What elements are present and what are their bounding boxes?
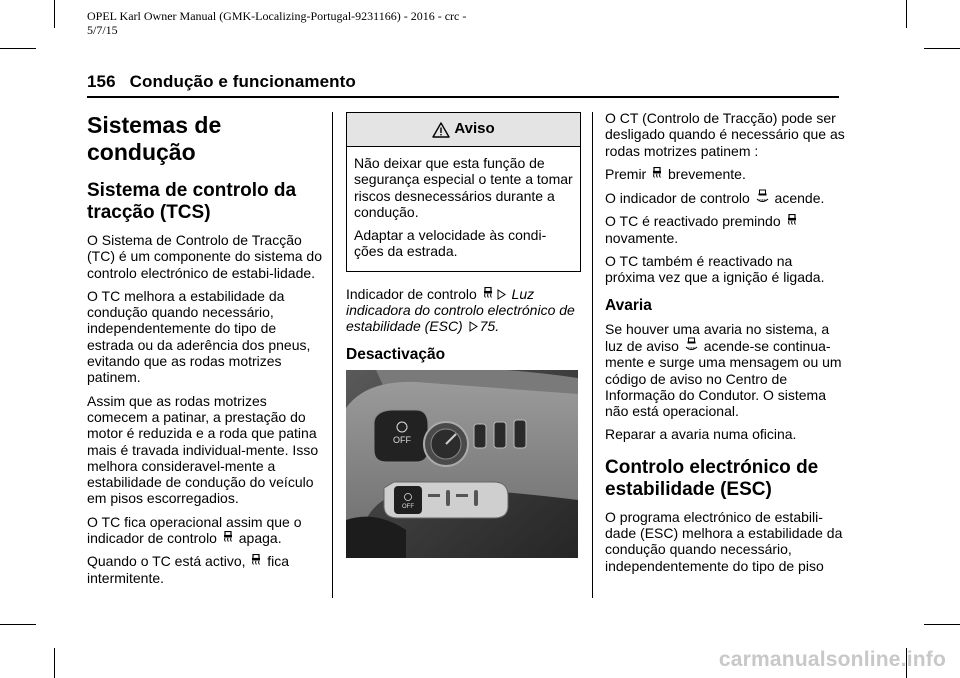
warning-triangle-icon xyxy=(432,122,450,138)
traction-control-icon xyxy=(652,167,662,180)
print-header-line-2: 5/7/15 xyxy=(87,23,118,37)
print-header-line-1: OPEL Karl Owner Manual (GMK-Localizing-Portugal-9231166) - 2016 - crc - xyxy=(87,9,467,23)
page-reference-arrow-icon xyxy=(469,321,478,332)
esc-heading: Controlo electrónico de estabilidade (ESC) xyxy=(605,456,819,500)
tc-off-button-photo xyxy=(346,370,578,558)
paragraph: O TC melhora a estabilidade da condução quando necessário, independentemente do tipo de estrada ou da aderência dos pneus, evitando que as rodas motrizes patinem. xyxy=(87,287,311,386)
column-divider xyxy=(592,112,593,598)
warning-title: Aviso xyxy=(347,113,580,147)
chapter-heading: Sistemas de condução xyxy=(87,112,222,165)
column-divider xyxy=(332,112,333,598)
paragraph: O TC fica operacional assim que o indicador de controlo apaga. xyxy=(87,513,302,547)
paragraph: Se houver uma avaria no sistema, a luz de aviso OFF acende-se continua-mente e surge uma mensagem ou um código de aviso no Centro de Informação do Condutor. O sistema não está operacional. xyxy=(605,320,842,420)
print-header xyxy=(87,9,607,37)
paragraph: O Sistema de Controlo de Tracção (TC) é um componente do sistema do controlo electrónico de estabi-lidade. xyxy=(87,232,322,281)
paragraph: O TC é reactivado premindo novamente. xyxy=(605,213,845,246)
crop-mark xyxy=(0,48,36,49)
warning-box xyxy=(346,112,581,272)
crop-mark xyxy=(924,624,960,625)
warning-text: Não deixar que esta função de segurança especial o tente a tomar riscos desnecessários durante a condução. xyxy=(354,155,573,220)
watermark: carmanualsonline.info xyxy=(718,648,946,671)
paragraph: Quando o TC está activo, fica intermitente. xyxy=(87,553,290,586)
svg-text:OFF: OFF xyxy=(758,198,766,203)
page-number: 156 xyxy=(87,72,116,91)
paragraph: O indicador de controlo OFF acende. xyxy=(605,190,825,207)
running-head xyxy=(87,72,356,92)
warning-text: Adaptar a velocidade às condi-ções da estrada. xyxy=(354,227,547,260)
avaria-heading: Avaria xyxy=(605,296,652,314)
crop-mark xyxy=(0,624,36,625)
crop-mark xyxy=(924,48,960,49)
page-reference-arrow-icon xyxy=(497,289,506,300)
traction-control-icon xyxy=(251,554,261,567)
column-1 xyxy=(87,112,322,593)
paragraph: Reparar a avaria numa oficina. xyxy=(605,426,797,443)
traction-control-icon xyxy=(483,287,493,300)
crop-mark xyxy=(54,0,55,28)
column-2 xyxy=(346,112,581,558)
svg-text:OFF: OFF xyxy=(687,346,695,351)
section-title: Condução e funcionamento xyxy=(129,72,356,91)
paragraph: Premir brevemente. xyxy=(605,165,746,182)
paragraph: O CT (Controlo de Tracção) pode ser desligado quando é necessário que as rodas motrizes patinem : xyxy=(605,110,845,159)
header-rule xyxy=(87,96,839,98)
crop-mark xyxy=(54,648,55,678)
traction-control-icon xyxy=(787,214,797,227)
column-3 xyxy=(605,110,845,581)
deactivation-heading: Desactivação xyxy=(346,345,446,363)
off-button-label: OFF xyxy=(393,434,411,445)
traction-control-icon xyxy=(223,531,233,544)
paragraph: O programa electrónico de estabili-dade (ESC) melhora a estabilidade da condução quando necessário, independentemente do tipo de piso xyxy=(605,508,843,574)
off-button-label: OFF xyxy=(402,503,414,510)
traction-control-off-icon xyxy=(685,337,698,352)
tcs-heading: Sistema de controlo da tracção (TCS) xyxy=(87,180,297,223)
traction-control-off-icon xyxy=(756,189,769,204)
cross-reference-page[interactable]: 75. xyxy=(479,318,500,335)
paragraph: Assim que as rodas motrizes comecem a patinar, a prestação do motor é reduzida e a roda que patina mais é travada individual-mente. Isso melhora consideravel-mente a estabilidade de condução do veículo em pisos escorregadios. xyxy=(87,392,319,507)
crop-mark xyxy=(906,0,907,28)
paragraph: O TC também é reactivado na próxima vez que a ignição é ligada. xyxy=(605,253,825,286)
cross-reference-link[interactable]: Luz indicadora do controlo electrónico de estabilidade (ESC) xyxy=(346,285,575,335)
indicator-reference: Indicador de controlo Luz indicadora do controlo electrónico de estabilidade (ESC) 75. xyxy=(346,285,575,335)
